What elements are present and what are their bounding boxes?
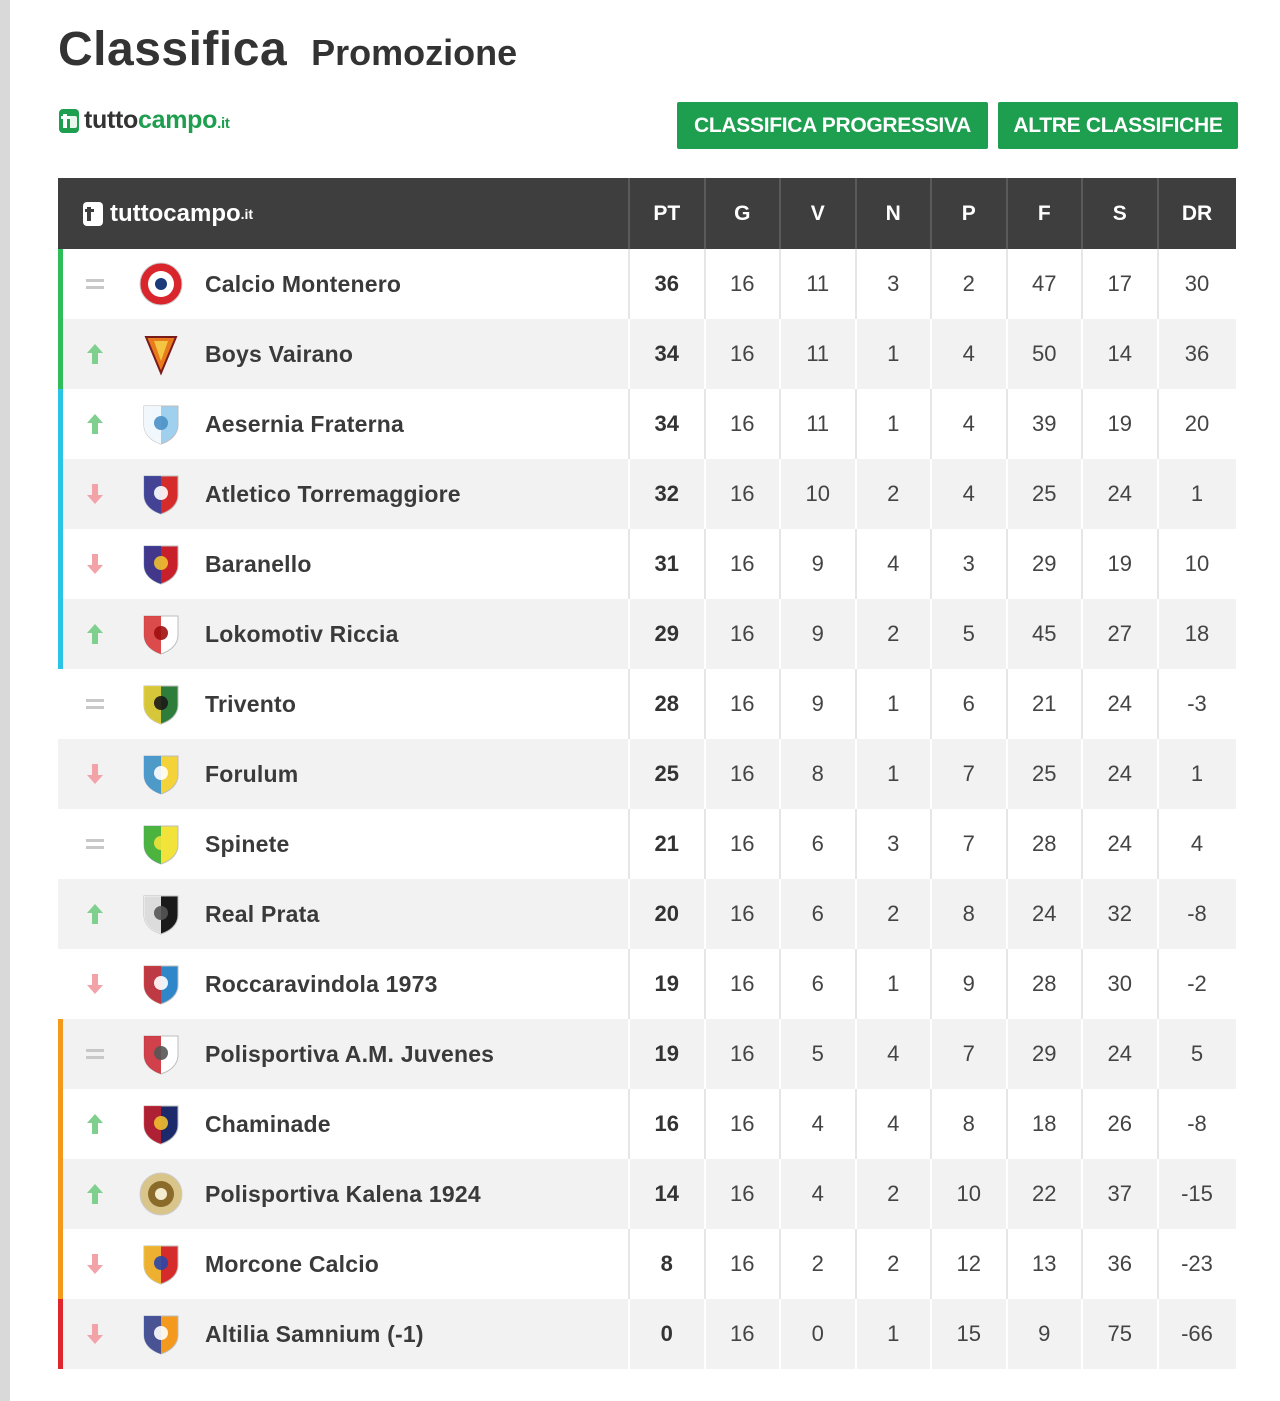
cell-f: 50 [1006, 319, 1082, 389]
cell-f: 29 [1006, 1019, 1082, 1089]
table-row[interactable] [58, 1089, 1236, 1159]
cell-v: 6 [779, 879, 855, 949]
table-row[interactable] [58, 669, 1236, 739]
cell-pt: 25 [628, 739, 704, 809]
table-body [58, 249, 1236, 1369]
cell-f: 45 [1006, 599, 1082, 669]
team-cell [58, 249, 628, 319]
cell-s: 24 [1081, 739, 1157, 809]
team-name-link[interactable]: Lokomotiv Riccia [205, 620, 399, 647]
altre-classifiche-button[interactable]: ALTRE CLASSIFICHE [998, 102, 1238, 149]
brand-logo[interactable] [58, 106, 230, 135]
cell-s: 19 [1081, 389, 1157, 459]
table-row[interactable] [58, 1019, 1236, 1089]
cell-f: 24 [1006, 879, 1082, 949]
cell-pt: 0 [628, 1299, 704, 1369]
team-name-link[interactable]: Boys Vairano [205, 340, 354, 367]
cell-n: 2 [855, 1229, 931, 1299]
team-crest-icon [138, 611, 184, 657]
cell-v: 9 [779, 669, 855, 739]
cell-f: 29 [1006, 529, 1082, 599]
arrow-up-icon [84, 903, 106, 925]
team-cell [58, 669, 628, 739]
cell-s: 24 [1081, 669, 1157, 739]
team-cell [58, 1159, 628, 1229]
team-name-link[interactable]: Spinete [205, 830, 290, 857]
cell-f: 9 [1006, 1299, 1082, 1369]
cell-f: 25 [1006, 739, 1082, 809]
table-row[interactable] [58, 1299, 1236, 1369]
cell-p: 10 [930, 1159, 1006, 1229]
cell-p: 12 [930, 1229, 1006, 1299]
cell-p: 6 [930, 669, 1006, 739]
cell-n: 1 [855, 949, 931, 1019]
cell-p: 15 [930, 1299, 1006, 1369]
arrow-up-icon [84, 413, 106, 435]
cell-n: 1 [855, 389, 931, 459]
cell-v: 5 [779, 1019, 855, 1089]
cell-g: 16 [704, 809, 780, 879]
cell-f: 22 [1006, 1159, 1082, 1229]
cell-g: 16 [704, 529, 780, 599]
cell-v: 2 [779, 1229, 855, 1299]
cell-f: 28 [1006, 809, 1082, 879]
cell-pt: 8 [628, 1229, 704, 1299]
cell-v: 11 [779, 389, 855, 459]
page-subtitle: Promozione [311, 32, 518, 73]
team-crest-icon [138, 751, 184, 797]
team-crest-icon [138, 1311, 184, 1357]
cell-p: 7 [930, 739, 1006, 809]
cell-g: 16 [704, 1019, 780, 1089]
cell-f: 13 [1006, 1229, 1082, 1299]
cell-s: 19 [1081, 529, 1157, 599]
table-row[interactable] [58, 949, 1236, 1019]
cell-pt: 16 [628, 1089, 704, 1159]
cell-dr: -2 [1157, 949, 1236, 1019]
team-cell [58, 1299, 628, 1369]
cell-g: 16 [704, 1089, 780, 1159]
cell-v: 9 [779, 599, 855, 669]
team-cell [58, 739, 628, 809]
cell-g: 16 [704, 1159, 780, 1229]
cell-n: 1 [855, 319, 931, 389]
team-crest-icon [138, 401, 184, 447]
cell-n: 2 [855, 459, 931, 529]
cell-v: 11 [779, 319, 855, 389]
cell-s: 27 [1081, 599, 1157, 669]
cell-pt: 36 [628, 249, 704, 319]
team-crest-icon [138, 1031, 184, 1077]
cell-p: 4 [930, 319, 1006, 389]
cell-s: 32 [1081, 879, 1157, 949]
cell-f: 39 [1006, 389, 1082, 459]
cell-s: 24 [1081, 1019, 1157, 1089]
cell-p: 8 [930, 1089, 1006, 1159]
equal-icon [84, 1043, 106, 1065]
cell-g: 16 [704, 389, 780, 459]
cell-pt: 19 [628, 1019, 704, 1089]
cell-s: 14 [1081, 319, 1157, 389]
team-crest-icon [138, 891, 184, 937]
column-header-f: F [1006, 178, 1082, 249]
team-crest-icon [138, 261, 184, 307]
table-row[interactable] [58, 529, 1236, 599]
team-cell [58, 1229, 628, 1299]
cell-dr: -3 [1157, 669, 1236, 739]
cell-g: 16 [704, 879, 780, 949]
cell-v: 4 [779, 1159, 855, 1229]
cell-pt: 20 [628, 879, 704, 949]
cell-v: 0 [779, 1299, 855, 1369]
cell-f: 28 [1006, 949, 1082, 1019]
page-title-row [58, 22, 517, 77]
cell-p: 9 [930, 949, 1006, 1019]
column-header-dr: DR [1157, 178, 1236, 249]
equal-icon [84, 833, 106, 855]
cell-g: 16 [704, 459, 780, 529]
page-title: Classifica [58, 23, 288, 76]
cell-pt: 21 [628, 809, 704, 879]
cell-dr: -8 [1157, 879, 1236, 949]
table-row[interactable] [58, 739, 1236, 809]
cell-f: 18 [1006, 1089, 1082, 1159]
team-name-link[interactable]: Altilia Samnium (-1) [205, 1320, 424, 1347]
table-row[interactable] [58, 1159, 1236, 1229]
classifica-progressiva-button[interactable]: CLASSIFICA PROGRESSIVA [677, 102, 988, 149]
cell-dr: 4 [1157, 809, 1236, 879]
table-header [58, 178, 1236, 249]
team-crest-icon [138, 1241, 184, 1287]
table-row[interactable] [58, 459, 1236, 529]
team-cell [58, 1089, 628, 1159]
cell-g: 16 [704, 599, 780, 669]
column-header-p: P [930, 178, 1006, 249]
cell-dr: 10 [1157, 529, 1236, 599]
cell-p: 8 [930, 879, 1006, 949]
cell-dr: -8 [1157, 1089, 1236, 1159]
cell-f: 25 [1006, 459, 1082, 529]
cell-dr: 20 [1157, 389, 1236, 459]
table-row[interactable] [58, 249, 1236, 319]
cell-p: 2 [930, 249, 1006, 319]
arrow-down-icon [84, 483, 106, 505]
team-crest-icon [138, 1101, 184, 1147]
team-crest-icon [138, 471, 184, 517]
cell-p: 5 [930, 599, 1006, 669]
cell-v: 6 [779, 809, 855, 879]
table-row[interactable] [58, 1229, 1236, 1299]
cell-n: 2 [855, 879, 931, 949]
column-header-pt: PT [628, 178, 704, 249]
team-name-link[interactable]: Polisportiva A.M. Juvenes [205, 1040, 495, 1067]
arrow-up-icon [84, 1113, 106, 1135]
team-name-link[interactable]: Morcone Calcio [205, 1250, 380, 1277]
team-crest-icon [138, 821, 184, 867]
standings-table [58, 178, 1236, 1369]
cell-v: 11 [779, 249, 855, 319]
team-cell [58, 319, 628, 389]
table-row[interactable] [58, 319, 1236, 389]
cell-n: 4 [855, 1089, 931, 1159]
team-crest-icon [138, 961, 184, 1007]
column-header-s: S [1081, 178, 1157, 249]
arrow-up-icon [84, 343, 106, 365]
cell-dr: 1 [1157, 739, 1236, 809]
team-crest-icon [138, 1171, 184, 1217]
cell-n: 4 [855, 529, 931, 599]
cell-g: 16 [704, 669, 780, 739]
cell-pt: 28 [628, 669, 704, 739]
header-brand: tuttocampo .it [82, 200, 253, 228]
tuttocampo-header-icon [82, 201, 106, 227]
team-name-link[interactable]: Atletico Torremaggiore [205, 480, 461, 507]
team-name-link[interactable]: Baranello [205, 550, 312, 577]
arrow-down-icon [84, 1323, 106, 1345]
cell-p: 4 [930, 389, 1006, 459]
cell-s: 24 [1081, 459, 1157, 529]
team-crest-icon [138, 681, 184, 727]
cell-p: 7 [930, 1019, 1006, 1089]
cell-s: 24 [1081, 809, 1157, 879]
team-cell [58, 879, 628, 949]
cell-pt: 14 [628, 1159, 704, 1229]
cell-f: 21 [1006, 669, 1082, 739]
cell-v: 10 [779, 459, 855, 529]
column-header-v: V [779, 178, 855, 249]
team-cell [58, 599, 628, 669]
cell-p: 7 [930, 809, 1006, 879]
cell-dr: 1 [1157, 459, 1236, 529]
arrow-down-icon [84, 763, 106, 785]
cell-pt: 31 [628, 529, 704, 599]
team-crest-icon [138, 541, 184, 587]
cell-g: 16 [704, 949, 780, 1019]
team-cell [58, 389, 628, 459]
cell-n: 2 [855, 1159, 931, 1229]
cell-dr: 36 [1157, 319, 1236, 389]
table-row[interactable] [58, 809, 1236, 879]
cell-g: 16 [704, 319, 780, 389]
cell-s: 26 [1081, 1089, 1157, 1159]
cell-s: 17 [1081, 249, 1157, 319]
team-cell [58, 459, 628, 529]
header-brand-cell [58, 178, 628, 249]
cell-n: 1 [855, 1299, 931, 1369]
team-name-link[interactable]: Trivento [205, 690, 297, 717]
cell-p: 3 [930, 529, 1006, 599]
cell-dr: -23 [1157, 1229, 1236, 1299]
cell-n: 2 [855, 599, 931, 669]
cell-n: 3 [855, 249, 931, 319]
team-name-link[interactable]: Real Prata [205, 900, 320, 927]
team-cell [58, 529, 628, 599]
arrow-up-icon [84, 1183, 106, 1205]
team-name-link[interactable]: Calcio Montenero [205, 270, 402, 297]
cell-s: 37 [1081, 1159, 1157, 1229]
cell-p: 4 [930, 459, 1006, 529]
team-cell [58, 809, 628, 879]
team-crest-icon [138, 331, 184, 377]
equal-icon [84, 273, 106, 295]
table-row[interactable] [58, 879, 1236, 949]
cell-n: 4 [855, 1019, 931, 1089]
arrow-down-icon [84, 553, 106, 575]
cell-g: 16 [704, 1299, 780, 1369]
cell-v: 8 [779, 739, 855, 809]
cell-v: 6 [779, 949, 855, 1019]
team-name-link[interactable]: Polisportiva Kalena 1924 [205, 1180, 481, 1207]
table-row[interactable] [58, 599, 1236, 669]
team-name-link[interactable]: Roccaravindola 1973 [205, 970, 438, 997]
cell-n: 3 [855, 809, 931, 879]
team-name-link[interactable]: Aesernia Fraterna [205, 410, 404, 437]
team-name-link[interactable]: Forulum [205, 760, 299, 787]
cell-pt: 34 [628, 389, 704, 459]
cell-dr: -15 [1157, 1159, 1236, 1229]
cell-pt: 19 [628, 949, 704, 1019]
table-row[interactable] [58, 389, 1236, 459]
cell-v: 4 [779, 1089, 855, 1159]
cell-n: 1 [855, 669, 931, 739]
column-header-g: G [704, 178, 780, 249]
team-cell [58, 949, 628, 1019]
cell-pt: 34 [628, 319, 704, 389]
cell-n: 1 [855, 739, 931, 809]
equal-icon [84, 693, 106, 715]
cell-pt: 32 [628, 459, 704, 529]
team-name-link[interactable]: Chaminade [205, 1110, 331, 1137]
cell-g: 16 [704, 249, 780, 319]
cell-dr: 5 [1157, 1019, 1236, 1089]
team-cell [58, 1019, 628, 1089]
cell-g: 16 [704, 739, 780, 809]
arrow-up-icon [84, 623, 106, 645]
cell-g: 16 [704, 1229, 780, 1299]
cell-dr: 30 [1157, 249, 1236, 319]
column-header-n: N [855, 178, 931, 249]
cell-dr: -66 [1157, 1299, 1236, 1369]
page-left-rule [0, 0, 10, 1401]
cell-v: 9 [779, 529, 855, 599]
cell-s: 36 [1081, 1229, 1157, 1299]
cell-s: 30 [1081, 949, 1157, 1019]
tuttocampo-logo-icon [58, 108, 80, 134]
brand-wordmark: tuttocampo.it [84, 106, 230, 134]
cell-dr: 18 [1157, 599, 1236, 669]
cell-pt: 29 [628, 599, 704, 669]
cell-f: 47 [1006, 249, 1082, 319]
arrow-down-icon [84, 973, 106, 995]
arrow-down-icon [84, 1253, 106, 1275]
cell-s: 75 [1081, 1299, 1157, 1369]
